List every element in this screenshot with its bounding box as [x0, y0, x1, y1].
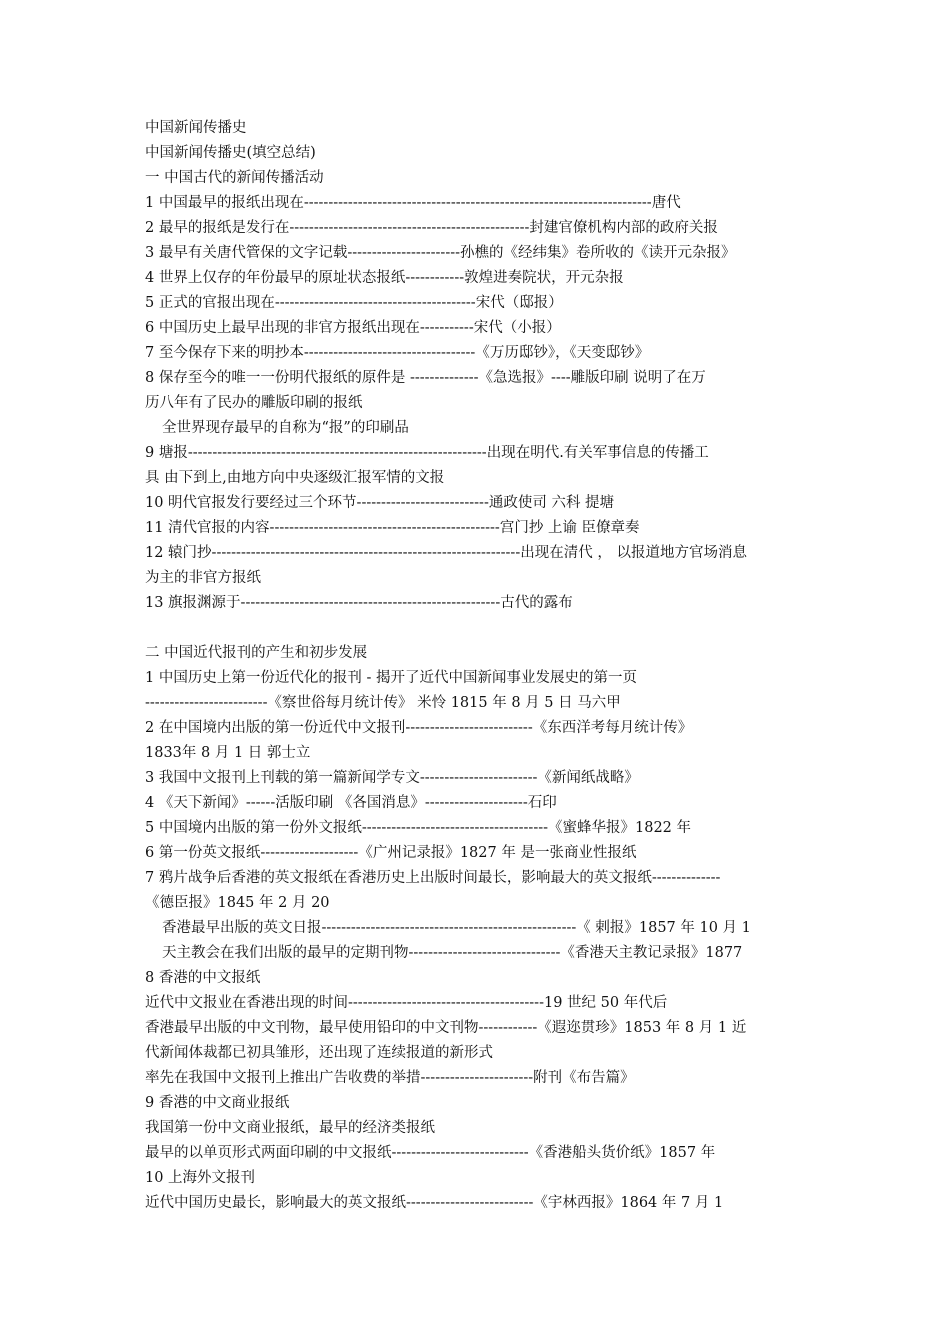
text-line: 8 保存至今的唯一一份明代报纸的原件是 --------------《急选报》----雕版印刷 说明了在万 [145, 370, 706, 386]
text-line: 5 正式的官报出现在-----------------------------------------宋代（邸报） [145, 295, 563, 311]
text-line: 历八年有了民办的雕版印刷的报纸 [145, 395, 363, 411]
text-line: 9 塘报-------------------------------------------------------------出现在明代.有关军事信息的传播工 [145, 445, 709, 461]
text-line: 10 上海外文报刊 [145, 1170, 256, 1186]
text-line: 近代中文报业在香港出现的时间----------------------------------------19 世纪 50 年代后 [145, 995, 668, 1011]
text-line: 率先在我国中文报刊上推出广告收费的举措-----------------------附刊《布告篇》 [145, 1070, 635, 1086]
section-heading-ancient: 一 中国古代的新闻传播活动 [145, 170, 324, 186]
text-line: 1833年 8 月 1 日 郭士立 [145, 745, 311, 761]
text-line: 1 中国历史上第一份近代化的报刊 - 揭开了近代中国新闻事业发展史的第一页 [145, 670, 637, 686]
doc-title: 中国新闻传播史 [145, 120, 247, 136]
text-line: 全世界现存最早的自称为“报”的印刷品 [162, 420, 409, 436]
text-line: 7 至今保存下来的明抄本-----------------------------------《万历邸钞》，《天变邸钞》 [145, 345, 650, 361]
text-line: 3 最早有关唐代管保的文字记载-----------------------孙樵的《经纬集》卷所收的《读开元杂报》 [145, 245, 736, 261]
text-line: 我国第一份中文商业报纸，最早的经济类报纸 [145, 1120, 435, 1136]
text-line: 8 香港的中文报纸 [145, 970, 261, 986]
text-line: 近代中国历史最长，影响最大的英文报纸--------------------------《宇林西报》1864 年 7 月 1 [145, 1195, 724, 1211]
text-line: 最早的以单页形式两面印刷的中文报纸----------------------------《香港船头货价纸》1857 年 [145, 1145, 716, 1161]
document-body [145, 116, 810, 1216]
text-line: 4 《天下新闻》------活版印刷 《各国消息》---------------------石印 [145, 795, 557, 811]
text-line: 6 第一份英文报纸--------------------《广州记录报》1827 年 是一张商业性报纸 [145, 845, 637, 861]
text-line: 天主教会在我们出版的最早的定期刊物-------------------------------《香港天主教记录报》1877 [162, 945, 743, 961]
text-line: 10 明代官报发行要经过三个环节---------------------------通政使司 六科 提塘 [145, 495, 615, 511]
text-line: 3 我国中文报刊上刊载的第一篇新闻学专文------------------------《新闻纸战略》 [145, 770, 639, 786]
text-line: 香港最早出版的英文日报----------------------------------------------------《 剌报》1857 年 10 月 1 [162, 920, 751, 936]
text-line: -------------------------《察世俗每月统计传》 米怜 1815 年 8 月 5 日 马六甲 [145, 695, 621, 711]
text-line: 香港最早出版的中文刊物，最早使用铅印的中文刊物------------《遐迩贯珍》1853 年 8 月 1 近 [145, 1020, 747, 1036]
text-line: 具 由下到上,由地方向中央逐级汇报军情的文报 [145, 470, 445, 486]
doc-subtitle: 中国新闻传播史(填空总结) [145, 145, 316, 161]
section-heading-modern: 二 中国近代报刊的产生和初步发展 [145, 645, 368, 661]
text-line: 5 中国境内出版的第一份外文报纸--------------------------------------《蜜蜂华报》1822 年 [145, 820, 692, 836]
text-line: 13 旗报渊源于-----------------------------------------------------古代的露布 [145, 595, 573, 611]
text-line: 代新闻体裁都已初具雏形，还出现了连续报道的新形式 [145, 1045, 493, 1061]
text-line: 为主的非官方报纸 [145, 570, 261, 586]
text-line: 4 世界上仅存的年份最早的原址状态报纸------------敦煌进奏院状，开元杂报 [145, 270, 624, 286]
text-line: 12 辕门抄---------------------------------------------------------------出现在清代 ， 以报道地方官场消息 [145, 545, 747, 561]
blank-line [145, 616, 810, 641]
text-line: 11 清代官报的内容-----------------------------------------------宫门抄 上谕 臣僚章奏 [145, 520, 640, 536]
text-line: 6 中国历史上最早出现的非官方报纸出现在-----------宋代（小报） [145, 320, 561, 336]
text-line: 7 鸦片战争后香港的英文报纸在香港历史上出版时间最长，影响最大的英文报纸-------------- [145, 870, 721, 886]
text-line: 2 在中国境内出版的第一份近代中文报刊--------------------------《东西洋考每月统计传》 [145, 720, 693, 736]
text-line: 9 香港的中文商业报纸 [145, 1095, 290, 1111]
text-line: 《德臣报》1845 年 2 月 20 [145, 895, 330, 911]
text-line: 2 最早的报纸是发行在-------------------------------------------------封建官僚机构内部的政府关报 [145, 220, 718, 236]
text-line: 1 中国最早的报纸出现在-----------------------------------------------------------------------唐代 [145, 195, 681, 211]
